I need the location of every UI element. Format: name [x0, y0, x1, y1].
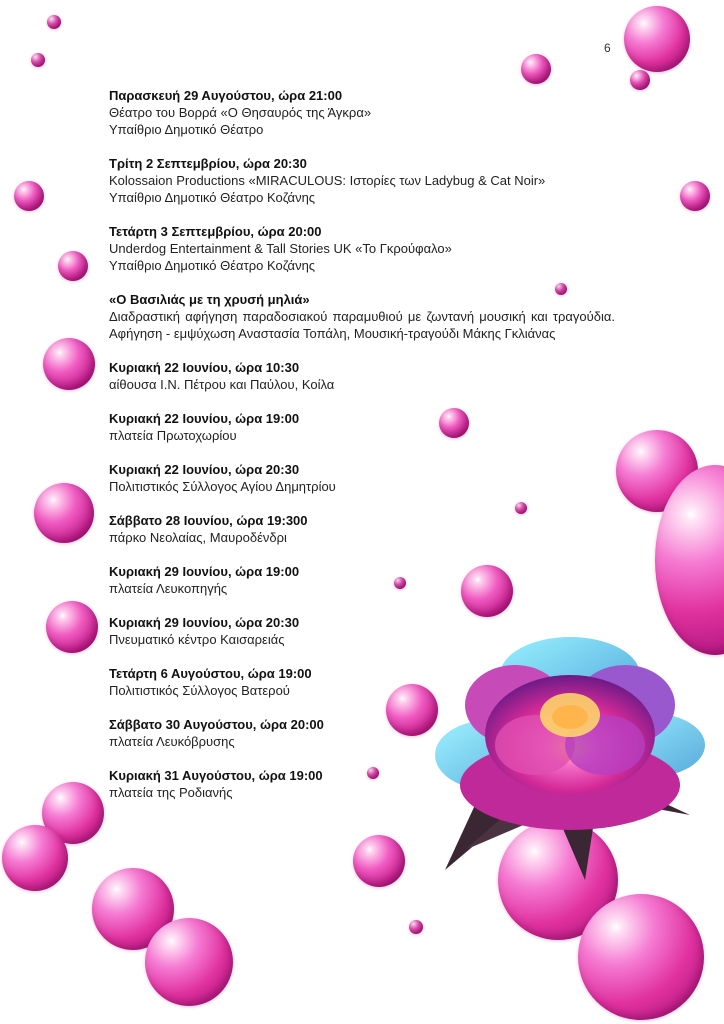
event-venue: Underdog Entertainment & Tall Stories UK «Το Γκρούφαλο»	[109, 241, 452, 256]
event-location: Πνευματικό κέντρο Καισαρειάς	[109, 632, 285, 647]
event-item	[109, 563, 615, 597]
event-date: Παρασκευή 29 Αυγούστου, ώρα 21:00	[109, 88, 343, 103]
bubble-decoration	[680, 181, 710, 211]
event-date: Σάββατο 28 Ιουνίου, ώρα 19:300	[109, 513, 308, 528]
bubble-decoration	[578, 894, 704, 1020]
bubble-decoration	[47, 15, 61, 29]
page-number: 6	[604, 41, 611, 55]
event-list	[109, 87, 615, 818]
bubble-decoration	[58, 251, 88, 281]
event-location: αίθουσα Ι.Ν. Πέτρου και Παύλου, Κοίλα	[109, 377, 335, 392]
bubble-decoration	[2, 825, 68, 891]
bubble-decoration	[521, 54, 551, 84]
event-item	[109, 716, 615, 750]
event-date: Τετάρτη 6 Αυγούστου, ώρα 19:00	[109, 666, 312, 681]
event-item	[109, 87, 615, 138]
event-location: πάρκο Νεολαίας, Μαυροδένδρι	[109, 530, 287, 545]
bubble-decoration	[353, 835, 405, 887]
event-location: πλατεία Λευκόβρυσης	[109, 734, 235, 749]
event-location: Υπαίθριο Δημοτικό Θέατρο Κοζάνης	[109, 258, 316, 273]
event-venue: Θέατρο του Βορρά «Ο Θησαυρός της Άγκρα»	[109, 105, 372, 120]
bubble-decoration	[409, 920, 423, 934]
event-date: Κυριακή 29 Ιουνίου, ώρα 20:30	[109, 615, 300, 630]
event-item	[109, 614, 615, 648]
event-description: Διαδραστική αφήγηση παραδοσιακού παραμυθιού με ζωντανή μουσική και τραγούδια. Αφήγηση - εμψύχωση Αναστασία Τοπάλη, Μουσική-τραγούδι Μάκης Γκλιάνας	[109, 309, 615, 341]
event-item	[109, 155, 615, 206]
event-item	[109, 359, 615, 393]
event-date: Τετάρτη 3 Σεπτεμβρίου, ώρα 20:00	[109, 224, 322, 239]
event-date: Κυριακή 22 Ιουνίου, ώρα 19:00	[109, 411, 300, 426]
event-date: Κυριακή 22 Ιουνίου, ώρα 20:30	[109, 462, 300, 477]
event-location: πλατεία Λευκοπηγής	[109, 581, 228, 596]
event-location: πλατεία της Ροδιανής	[109, 785, 233, 800]
event-location: Υπαίθριο Δημοτικό Θέατρο	[109, 122, 264, 137]
bubble-decoration	[31, 53, 45, 67]
event-location: Πολιτιστικός Σύλλογος Αγίου Δημητρίου	[109, 479, 336, 494]
bubble-decoration	[14, 181, 44, 211]
bubble-decoration	[43, 338, 95, 390]
bubble-decoration	[630, 70, 650, 90]
event-title: «Ο Βασιλιάς με τη χρυσή μηλιά»	[109, 292, 310, 307]
event-date: Σάββατο 30 Αυγούστου, ώρα 20:00	[109, 717, 324, 732]
event-location: πλατεία Πρωτοχωρίου	[109, 428, 237, 443]
event-location: Πολιτιστικός Σύλλογος Βατερού	[109, 683, 290, 698]
event-item	[109, 223, 615, 274]
event-date: Τρίτη 2 Σεπτεμβρίου, ώρα 20:30	[109, 156, 307, 171]
event-date: Κυριακή 31 Αυγούστου, ώρα 19:00	[109, 768, 323, 783]
event-item	[109, 665, 615, 699]
bubble-decoration	[624, 6, 690, 72]
event-item	[109, 410, 615, 444]
event-location: Υπαίθριο Δημοτικό Θέατρο Κοζάνης	[109, 190, 316, 205]
bubble-decoration	[46, 601, 98, 653]
event-item	[109, 512, 615, 546]
event-date: Κυριακή 22 Ιουνίου, ώρα 10:30	[109, 360, 300, 375]
event-venue: Kolossaion Productions «MIRACULOUS: Ιστορίες των Ladybug & Cat Noir»	[109, 173, 546, 188]
bubble-decoration	[34, 483, 94, 543]
event-item	[109, 767, 615, 801]
event-item	[109, 291, 615, 342]
bubble-decoration	[145, 918, 233, 1006]
event-item	[109, 461, 615, 495]
event-date: Κυριακή 29 Ιουνίου, ώρα 19:00	[109, 564, 300, 579]
